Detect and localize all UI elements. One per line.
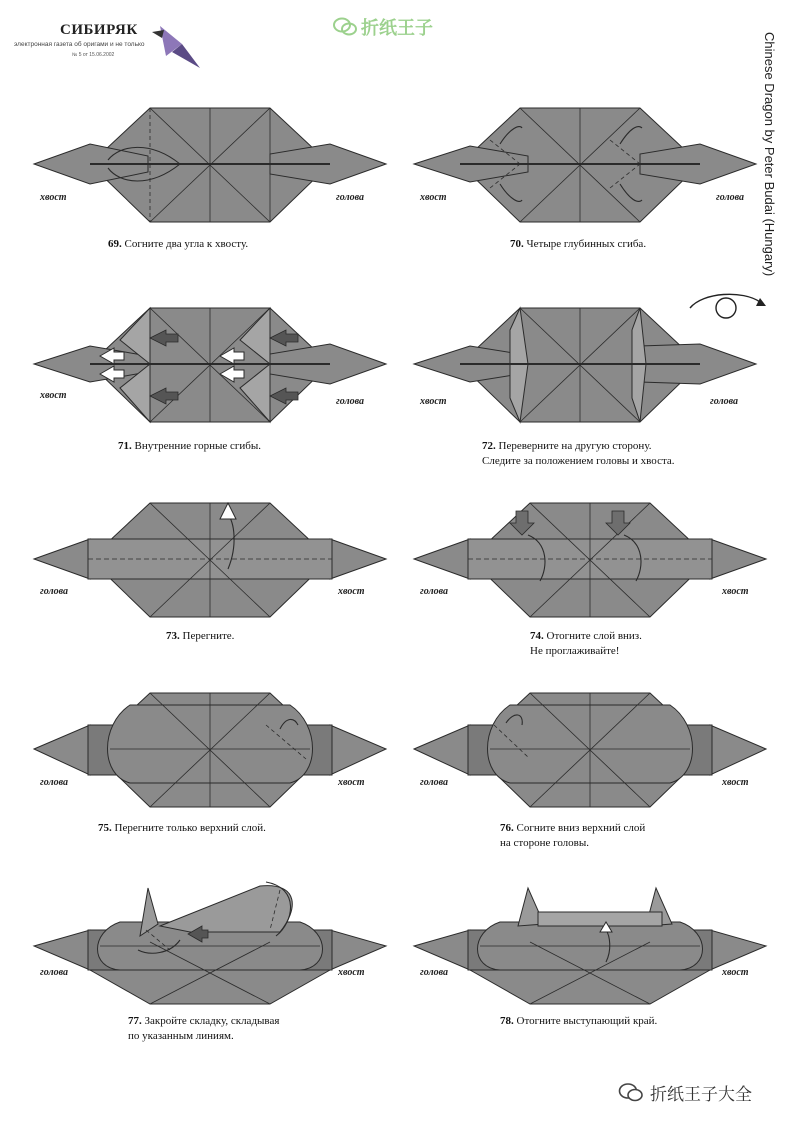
step-72-caption (482, 439, 675, 469)
crane-logo-icon (152, 22, 202, 70)
step-78-caption (500, 1014, 657, 1029)
label-head: голова (420, 777, 448, 788)
step-76-diagram (410, 685, 770, 815)
label-head: голова (420, 967, 448, 978)
step-71 (30, 300, 390, 480)
label-head: голова (336, 192, 364, 203)
step-76-caption (500, 821, 645, 851)
step-number: 70. (510, 238, 524, 250)
step-text-line-2: Следите за положением головы и хвоста. (482, 455, 675, 467)
label-tail: хвост (338, 967, 365, 978)
label-head: голова (716, 192, 744, 203)
watermark-top (333, 14, 433, 40)
step-69-diagram (30, 100, 390, 230)
step-75-diagram (30, 685, 390, 815)
step-text: Переверните на другую сторону. (498, 440, 652, 452)
step-text-line-2: по указанным линиям. (128, 1030, 234, 1042)
design-credit: Chinese Dragon by Peter Budai (Hungary) (762, 32, 777, 277)
label-head: голова (420, 586, 448, 597)
issue-number: № 5 от 15.06.2002 (72, 52, 115, 58)
label-tail: хвост (40, 192, 67, 203)
step-78-diagram (410, 870, 770, 1010)
step-number: 69. (108, 238, 122, 250)
label-tail: хвост (420, 192, 447, 203)
label-tail: хвост (40, 390, 67, 401)
newspaper-title: СИБИРЯК (60, 22, 138, 38)
step-74 (410, 495, 770, 675)
label-tail: хвост (722, 586, 749, 597)
step-number: 75. (98, 822, 112, 834)
step-number: 71. (118, 440, 132, 452)
label-head: голова (40, 586, 68, 597)
label-head: голова (40, 967, 68, 978)
step-text-line-2: Не проглаживайте! (530, 645, 620, 657)
step-71-diagram (30, 300, 390, 430)
step-text: Согните два угла к хвосту. (124, 238, 249, 250)
label-head: голова (710, 396, 738, 407)
step-77-diagram (30, 870, 390, 1010)
step-73-diagram (30, 495, 390, 625)
step-70-caption (510, 237, 646, 252)
step-text: Отогните выступающий край. (516, 1015, 658, 1027)
step-74-diagram (410, 495, 770, 625)
step-69 (30, 100, 390, 280)
step-74-caption (530, 629, 642, 659)
step-73-caption (166, 629, 234, 644)
label-tail: хвост (420, 396, 447, 407)
step-70 (410, 100, 770, 280)
step-text: Внутренние горные сгибы. (134, 440, 262, 452)
step-72-diagram (410, 300, 770, 430)
step-77 (30, 870, 390, 1050)
step-number: 76. (500, 822, 514, 834)
wechat-icon (618, 1082, 644, 1104)
step-71-caption (118, 439, 261, 454)
step-text: Согните вниз верхний слой (516, 822, 646, 834)
watermark-bottom (618, 1080, 752, 1105)
step-text: Перегните только верхний слой. (114, 822, 266, 834)
label-tail: хвост (722, 967, 749, 978)
step-69-caption (108, 237, 248, 252)
step-text: Закройте складку, складывая (144, 1015, 280, 1027)
step-70-diagram (410, 100, 770, 230)
step-text: Четыре глубинных сгиба. (526, 238, 647, 250)
step-text: Отогните слой вниз. (546, 630, 642, 642)
step-76 (410, 685, 770, 865)
step-number: 73. (166, 630, 180, 642)
masthead (14, 22, 204, 72)
step-75 (30, 685, 390, 865)
watermark-bottom-text: 折纸王子大全 (650, 1085, 752, 1105)
step-text: Перегните. (182, 630, 235, 642)
step-number: 78. (500, 1015, 514, 1027)
step-73 (30, 495, 390, 675)
label-tail: хвост (722, 777, 749, 788)
newspaper-subtitle: электронная газета об оригами и не только (14, 41, 145, 48)
label-head: голова (336, 396, 364, 407)
step-78 (410, 870, 770, 1050)
step-72 (410, 300, 770, 480)
label-tail: хвост (338, 777, 365, 788)
wechat-icon (333, 17, 357, 37)
step-number: 72. (482, 440, 496, 452)
step-text-line-2: на стороне головы. (500, 837, 589, 849)
step-77-caption (128, 1014, 279, 1044)
step-number: 74. (530, 630, 544, 642)
watermark-top-text: 折纸王子 (361, 18, 433, 39)
step-75-caption (98, 821, 266, 836)
step-number: 77. (128, 1015, 142, 1027)
label-tail: хвост (338, 586, 365, 597)
label-head: голова (40, 777, 68, 788)
